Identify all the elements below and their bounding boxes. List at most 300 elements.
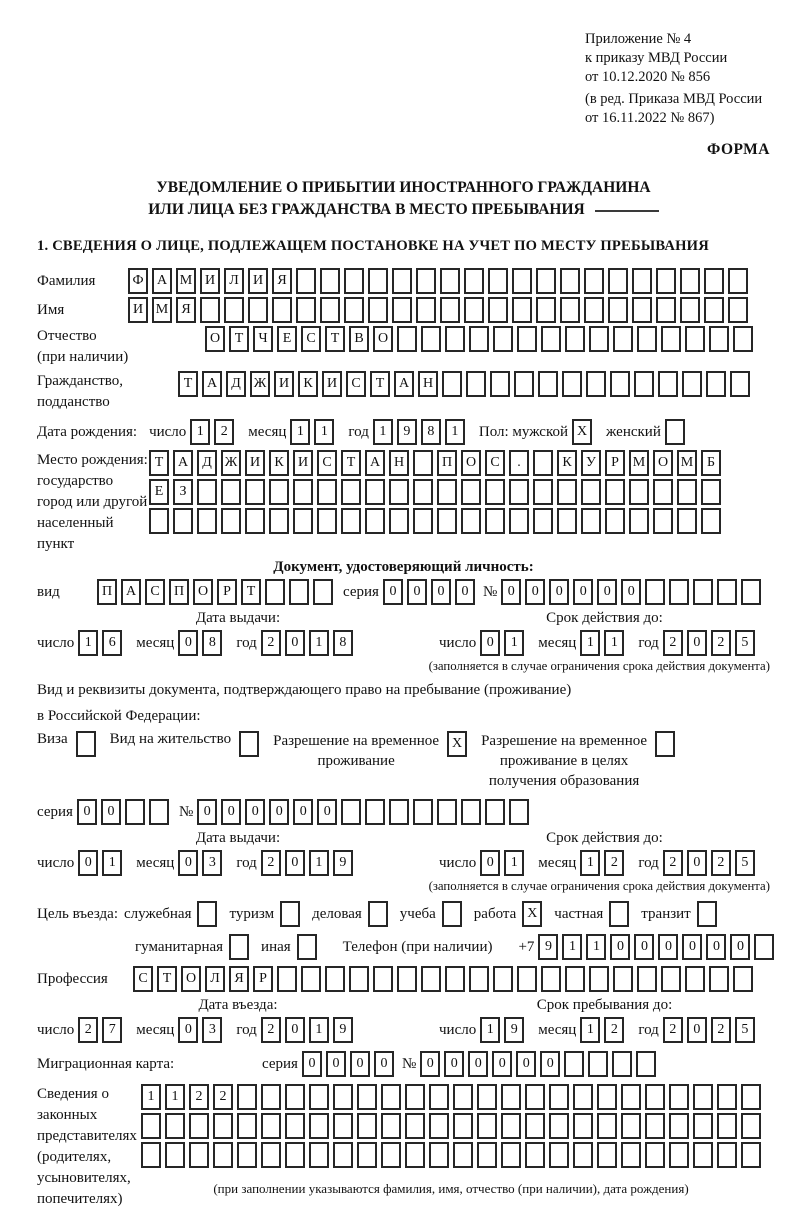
char-cell <box>229 934 249 960</box>
appendix-header <box>585 30 770 128</box>
char-cell <box>536 268 556 294</box>
stay-until-label: Срок пребывания до: <box>536 997 673 1013</box>
char-cell: М <box>152 297 172 323</box>
permit-issue-month <box>178 850 222 876</box>
char-cell <box>341 799 361 825</box>
char-cell <box>197 479 217 505</box>
purpose-box-official <box>197 901 217 927</box>
permit-dates-row <box>37 830 770 876</box>
char-cell <box>693 1084 713 1110</box>
char-cell <box>141 1113 161 1139</box>
char-cell: Т <box>325 326 345 352</box>
char-cell <box>677 479 697 505</box>
char-cell: 0 <box>455 579 475 605</box>
form-title-line1: УВЕДОМЛЕНИЕ О ПРИБЫТИИ ИНОСТРАННОГО ГРАЖДАНИНА <box>156 179 651 196</box>
char-cell <box>237 1113 257 1139</box>
char-cell: 2 <box>78 1017 98 1043</box>
char-cell: 0 <box>501 579 521 605</box>
char-cell <box>525 1084 545 1110</box>
edu-permit-label: Разрешение на временное проживание в целях получения образования <box>481 733 648 789</box>
purpose-opt-label: учеба <box>399 905 436 922</box>
char-cell: 2 <box>261 850 281 876</box>
entry-month <box>178 1017 222 1043</box>
birth-date-row <box>37 419 770 445</box>
purpose-opt-label: гуманитарная <box>135 938 224 955</box>
day-label: число <box>149 423 187 440</box>
doc-valid-until-label: Срок действия до: <box>546 610 663 626</box>
revision-line: (в ред. Приказа МВД России <box>585 91 763 107</box>
char-cell: А <box>173 450 193 476</box>
char-cell <box>653 479 673 505</box>
char-cell <box>610 371 630 397</box>
char-cell <box>612 1051 632 1077</box>
char-cell: 2 <box>604 1017 624 1043</box>
char-cell: 0 <box>549 579 569 605</box>
char-cell <box>501 1142 521 1168</box>
char-cell <box>365 799 385 825</box>
permit-issue-date-label: Дата выдачи: <box>195 830 281 846</box>
stay-day <box>480 1017 524 1043</box>
char-cell <box>413 450 433 476</box>
char-cell: А <box>394 371 414 397</box>
char-cell: 9 <box>504 1017 524 1043</box>
char-cell: 2 <box>663 1017 683 1043</box>
char-cell: 0 <box>730 934 750 960</box>
char-cell <box>730 371 750 397</box>
char-cell: О <box>181 966 201 992</box>
section1-heading: 1. СВЕДЕНИЯ О ЛИЦЕ, ПОДЛЕЖАЩЕМ ПОСТАНОВКЕ НА УЧЕТ ПО МЕСТУ ПРЕБЫВАНИЯ <box>37 238 709 254</box>
char-cell: У <box>581 450 601 476</box>
char-cell: Я <box>229 966 249 992</box>
profession-row <box>37 966 770 992</box>
char-cell: 0 <box>245 799 265 825</box>
permit-series-label: серия <box>37 803 73 820</box>
char-cell <box>717 1142 737 1168</box>
purpose-box-other <box>297 934 317 960</box>
char-cell: 0 <box>178 850 198 876</box>
char-cell: М <box>629 450 649 476</box>
char-cell: 2 <box>711 850 731 876</box>
char-cell <box>293 508 313 534</box>
char-cell <box>368 268 388 294</box>
visa-label: Виза <box>37 731 68 747</box>
char-cell: 0 <box>178 1017 198 1043</box>
representatives-grids <box>141 1084 761 1197</box>
char-cell <box>213 1113 233 1139</box>
residence-permit-label: Вид на жительство <box>109 731 232 747</box>
stay-month <box>580 1017 624 1043</box>
char-cell <box>706 371 726 397</box>
char-cell: 1 <box>604 630 624 656</box>
migration-series-label: серия <box>262 1055 298 1072</box>
char-cell <box>549 1084 569 1110</box>
char-cell <box>445 966 465 992</box>
char-cell: 2 <box>214 419 234 445</box>
char-cell <box>442 901 462 927</box>
char-cell: Б <box>701 450 721 476</box>
char-cell: И <box>248 268 268 294</box>
char-cell: 1 <box>504 850 524 876</box>
sex-female-label: женский <box>606 423 661 440</box>
char-cell <box>512 297 532 323</box>
char-cell <box>405 1084 425 1110</box>
char-cell <box>397 966 417 992</box>
permit-series-grid <box>77 799 169 825</box>
char-cell <box>733 326 753 352</box>
char-cell <box>245 508 265 534</box>
char-cell: П <box>437 450 457 476</box>
char-cell: З <box>173 479 193 505</box>
char-cell <box>501 1113 521 1139</box>
profession-label: Профессия <box>37 970 108 987</box>
char-cell: 0 <box>621 579 641 605</box>
char-cell: 1 <box>504 630 524 656</box>
doc-kind-grid <box>97 579 333 605</box>
char-cell <box>581 479 601 505</box>
char-cell: 9 <box>397 419 417 445</box>
char-cell <box>509 799 529 825</box>
char-cell <box>389 799 409 825</box>
char-cell: Р <box>217 579 237 605</box>
char-cell: 1 <box>78 630 98 656</box>
purpose-opt-label: работа <box>473 905 517 922</box>
purpose-opt-label: деловая <box>312 905 362 922</box>
representatives-grid-1 <box>141 1084 761 1110</box>
char-cell: 0 <box>687 1017 707 1043</box>
char-cell <box>261 1142 281 1168</box>
purpose-label: Цель въезда: <box>37 905 118 922</box>
char-cell: Ж <box>221 450 241 476</box>
char-cell <box>586 371 606 397</box>
permit-valid-until-label: Срок действия до: <box>546 830 663 846</box>
char-cell <box>317 508 337 534</box>
char-cell: X <box>447 731 467 757</box>
char-cell: 1 <box>445 419 465 445</box>
char-cell <box>560 268 580 294</box>
citizenship-label: Гражданство, подданство <box>37 373 124 410</box>
char-cell: 0 <box>407 579 427 605</box>
char-cell <box>269 479 289 505</box>
char-cell <box>533 479 553 505</box>
char-cell <box>389 508 409 534</box>
char-cell: В <box>349 326 369 352</box>
profession-grid <box>133 966 753 992</box>
char-cell <box>309 1142 329 1168</box>
char-cell <box>365 508 385 534</box>
appendix-line: к приказу МВД России <box>585 50 728 66</box>
char-cell <box>621 1113 641 1139</box>
char-cell: М <box>677 450 697 476</box>
char-cell <box>669 1084 689 1110</box>
char-cell <box>661 966 681 992</box>
char-cell: 0 <box>597 579 617 605</box>
form-word: ФОРМА <box>706 141 770 158</box>
char-cell: 9 <box>333 1017 353 1043</box>
char-cell <box>669 1142 689 1168</box>
month-label: месяц <box>136 634 175 651</box>
char-cell <box>413 479 433 505</box>
char-cell: X <box>572 419 592 445</box>
char-cell: 9 <box>333 850 353 876</box>
birthplace-grids <box>149 450 721 534</box>
char-cell: 0 <box>269 799 289 825</box>
char-cell: 0 <box>383 579 403 605</box>
temp-permit-label: Разрешение на временное проживание <box>273 733 440 769</box>
char-cell <box>621 1142 641 1168</box>
char-cell <box>165 1142 185 1168</box>
char-cell <box>357 1142 377 1168</box>
char-cell: Т <box>229 326 249 352</box>
char-cell: И <box>293 450 313 476</box>
doc-series-label: серия <box>343 583 379 600</box>
char-cell <box>533 508 553 534</box>
char-cell: 0 <box>285 1017 305 1043</box>
char-cell: 5 <box>735 1017 755 1043</box>
char-cell <box>461 799 481 825</box>
char-cell <box>645 579 665 605</box>
char-cell: 0 <box>706 934 726 960</box>
residence-permit-box <box>239 731 259 757</box>
year-label: год <box>638 634 659 651</box>
char-cell <box>517 326 537 352</box>
char-cell <box>741 1113 761 1139</box>
char-cell <box>381 1113 401 1139</box>
char-cell <box>621 1084 641 1110</box>
char-cell <box>265 579 285 605</box>
char-cell: 8 <box>333 630 353 656</box>
char-cell <box>680 297 700 323</box>
char-cell <box>741 1084 761 1110</box>
char-cell <box>416 268 436 294</box>
char-cell: 2 <box>711 630 731 656</box>
representatives-grid-2 <box>141 1113 761 1139</box>
char-cell: К <box>298 371 318 397</box>
char-cell <box>296 297 316 323</box>
char-cell: 5 <box>735 850 755 876</box>
doc-issue-day <box>78 630 122 656</box>
char-cell <box>697 901 717 927</box>
char-cell: О <box>461 450 481 476</box>
month-label: месяц <box>538 1021 577 1038</box>
char-cell: Т <box>370 371 390 397</box>
char-cell <box>280 901 300 927</box>
purpose-opt-label: транзит <box>641 905 691 922</box>
char-cell <box>333 1084 353 1110</box>
char-cell: С <box>301 326 321 352</box>
appendix-line: Приложение № 4 <box>585 31 692 47</box>
char-cell: 0 <box>350 1051 370 1077</box>
char-cell <box>632 268 652 294</box>
day-label: число <box>37 854 75 871</box>
char-cell <box>464 297 484 323</box>
char-cell <box>717 1084 737 1110</box>
char-cell <box>533 450 553 476</box>
char-cell <box>541 326 561 352</box>
sex-male-box <box>572 419 592 445</box>
char-cell <box>709 326 729 352</box>
char-cell <box>437 508 457 534</box>
char-cell <box>149 799 169 825</box>
birthplace-grid-3 <box>149 508 721 534</box>
migration-series-grid <box>302 1051 394 1077</box>
char-cell <box>728 297 748 323</box>
char-cell <box>413 508 433 534</box>
char-cell <box>405 1113 425 1139</box>
char-cell <box>165 1113 185 1139</box>
char-cell <box>557 479 577 505</box>
char-cell: Л <box>205 966 225 992</box>
char-cell: И <box>245 450 265 476</box>
char-cell: О <box>373 326 393 352</box>
char-cell <box>717 579 737 605</box>
char-cell <box>245 479 265 505</box>
char-cell <box>656 268 676 294</box>
representatives-grid-3 <box>141 1142 761 1168</box>
char-cell <box>392 297 412 323</box>
char-cell: 1 <box>580 1017 600 1043</box>
appendix-line: от 10.12.2020 № 856 <box>585 69 711 85</box>
char-cell: Т <box>178 371 198 397</box>
char-cell <box>397 326 417 352</box>
char-cell: О <box>205 326 225 352</box>
char-cell <box>381 1084 401 1110</box>
char-cell: 0 <box>468 1051 488 1077</box>
char-cell <box>488 268 508 294</box>
char-cell <box>261 1113 281 1139</box>
char-cell <box>584 268 604 294</box>
given-name-row <box>37 297 770 323</box>
doc-issue-year <box>261 630 353 656</box>
char-cell <box>173 508 193 534</box>
char-cell <box>549 1142 569 1168</box>
char-cell <box>440 297 460 323</box>
char-cell <box>581 508 601 534</box>
char-cell: И <box>200 268 220 294</box>
char-cell <box>525 1113 545 1139</box>
char-cell <box>344 297 364 323</box>
char-cell: 0 <box>374 1051 394 1077</box>
permit-valid-note: (заполняется в случае ограничения срока действия документа) <box>428 879 770 893</box>
day-label: число <box>439 1021 477 1038</box>
char-cell <box>512 268 532 294</box>
char-cell: 0 <box>480 850 500 876</box>
char-cell <box>685 966 705 992</box>
char-cell <box>488 297 508 323</box>
char-cell <box>440 268 460 294</box>
char-cell <box>637 326 657 352</box>
char-cell <box>289 579 309 605</box>
char-cell: 0 <box>78 850 98 876</box>
surname-grid <box>128 268 748 294</box>
given-name-grid <box>128 297 748 323</box>
char-cell: Н <box>389 450 409 476</box>
doc-kind-label: вид <box>37 583 60 600</box>
char-cell <box>200 297 220 323</box>
char-cell <box>237 1142 257 1168</box>
char-cell: 0 <box>687 850 707 876</box>
char-cell <box>221 479 241 505</box>
doc-issue-date-label: Дата выдачи: <box>195 610 281 626</box>
char-cell <box>517 966 537 992</box>
char-cell: 0 <box>573 579 593 605</box>
char-cell <box>541 966 561 992</box>
char-cell: И <box>128 297 148 323</box>
char-cell <box>597 1084 617 1110</box>
char-cell: С <box>485 450 505 476</box>
char-cell <box>608 268 628 294</box>
birthplace-row <box>37 450 770 555</box>
char-cell: 0 <box>480 630 500 656</box>
permit-valid-month <box>580 850 624 876</box>
char-cell: Я <box>272 268 292 294</box>
char-cell <box>669 579 689 605</box>
entry-date-label: Дата въезда: <box>198 997 278 1013</box>
char-cell <box>485 508 505 534</box>
char-cell: Ч <box>253 326 273 352</box>
char-cell <box>741 1142 761 1168</box>
patronymic-row <box>37 326 770 368</box>
char-cell <box>485 799 505 825</box>
permit-type-row <box>37 731 770 791</box>
day-label: число <box>37 634 75 651</box>
year-label: год <box>348 423 369 440</box>
char-cell <box>248 297 268 323</box>
doc-number-grid <box>501 579 761 605</box>
char-cell: 0 <box>610 934 630 960</box>
char-cell: И <box>322 371 342 397</box>
birth-date-label: Дата рождения: <box>37 423 138 440</box>
sex-male-label: Пол: мужской <box>478 423 569 440</box>
char-cell <box>637 966 657 992</box>
representatives-note: (при заполнении указываются фамилия, имя, отчество (при наличии), дата рождения) <box>213 1181 689 1196</box>
char-cell <box>634 371 654 397</box>
char-cell <box>466 371 486 397</box>
day-label: число <box>439 634 477 651</box>
purpose-box-tourism <box>280 901 300 927</box>
char-cell: 0 <box>221 799 241 825</box>
char-cell <box>597 1113 617 1139</box>
birthplace-grid-2 <box>149 479 721 505</box>
char-cell <box>645 1113 665 1139</box>
char-cell: С <box>145 579 165 605</box>
char-cell: 1 <box>580 850 600 876</box>
char-cell <box>549 1113 569 1139</box>
representatives-row <box>37 1084 770 1210</box>
char-cell <box>693 1113 713 1139</box>
char-cell: 0 <box>285 630 305 656</box>
char-cell <box>655 731 675 757</box>
char-cell: . <box>509 450 529 476</box>
char-cell <box>685 326 705 352</box>
char-cell <box>320 268 340 294</box>
char-cell <box>320 297 340 323</box>
char-cell <box>609 901 629 927</box>
char-cell: 1 <box>165 1084 185 1110</box>
migration-card-row <box>37 1051 770 1077</box>
doc-valid-day <box>480 630 524 656</box>
char-cell <box>416 297 436 323</box>
char-cell: 2 <box>261 1017 281 1043</box>
purpose-box-transit <box>697 901 717 927</box>
char-cell: 2 <box>663 630 683 656</box>
month-label: месяц <box>136 1021 175 1038</box>
form-title <box>37 177 770 221</box>
char-cell <box>477 1142 497 1168</box>
char-cell <box>297 934 317 960</box>
char-cell: 1 <box>562 934 582 960</box>
char-cell <box>368 901 388 927</box>
char-cell <box>189 1142 209 1168</box>
